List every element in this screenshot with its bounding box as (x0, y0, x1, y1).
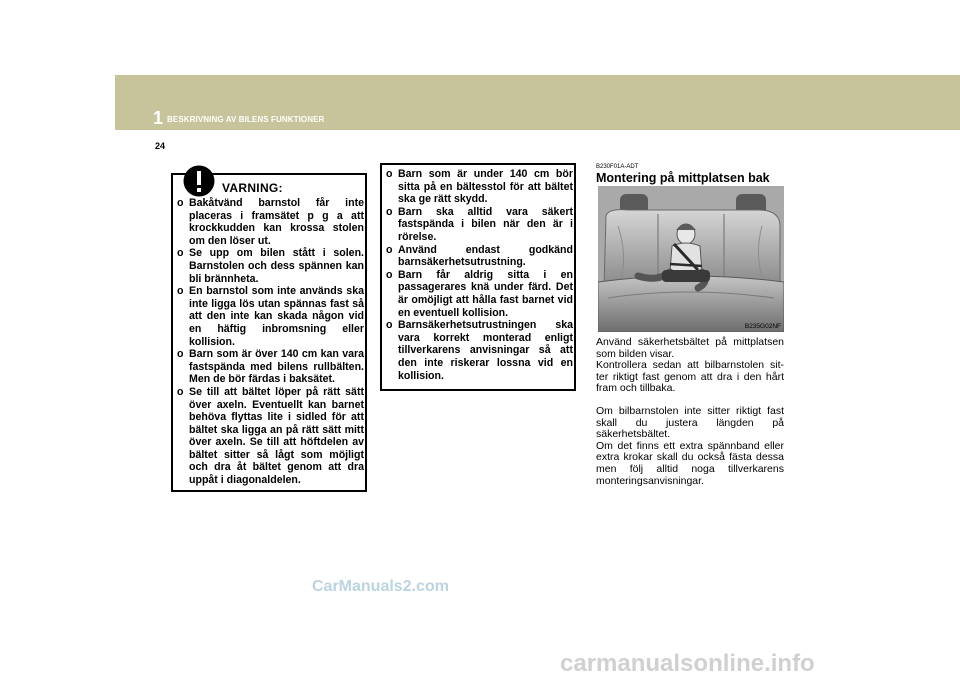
note-item-text: Använd endast godkänd barnsäkerhetsutrustning. (398, 243, 573, 269)
paragraph: Kontrollera sedan att bilbarnstolen sit-ter riktigt fast genom att dra i den hårt fram och tillbaka. (596, 359, 784, 395)
watermark-right: carmanualsonline.info (560, 650, 815, 677)
bullet-marker: o (386, 205, 393, 218)
bullet-marker: o (386, 168, 393, 180)
warning-item-text: Barn som är över 140 cm kan vara fastspända med bilens rullbälten. Men de bör färdas i baksätet. (189, 348, 364, 386)
notes-list (386, 168, 573, 382)
rear-seat-illustration (598, 186, 784, 332)
watermark-left: CarManuals2.com (312, 578, 449, 595)
warning-item-text: Se upp om bilen stått i solen. Barnstolen och dess spännen kan bli brännheta. (189, 247, 364, 285)
note-item-text: Barn får aldrig sitta i en passagerares knä under färd. Det är omöjligt att hålla fast barnet vid en eventuell kollision. (398, 268, 573, 319)
bullet-marker: o (386, 243, 393, 256)
figure-label: B235G02NF (744, 323, 781, 330)
paragraph: Om det finns ett extra spännband eller extra krokar skall du också fästa dessa men följ alltid noga tillverkarens monteringsanvisningar. (596, 439, 784, 487)
warning-item-text: Bakåtvänd barnstol får inte placeras i framsätet p g a att krockkudden kan krossa stolen om den löser ut. (189, 197, 364, 247)
section-code: B230F01A-ADT (596, 164, 639, 170)
warning-item-text: En barnstol som inte används ska inte ligga lös utan spännas fast så att den inte kan skada någon vid en häftig inbromsning eller kollision. (189, 285, 364, 348)
warning-item (177, 197, 364, 247)
bullet-marker: o (386, 268, 393, 281)
note-item-text: Barn ska alltid vara säkert fastspända i bilen när den är i rörelse. (398, 205, 573, 243)
note-item-text: Barnsäkerhetsutrustningen ska vara korrekt monterad enligt tillverkarens anvisningar så att den inte riskerar lossna vid en kollision. (398, 319, 573, 382)
bullet-marker: o (177, 385, 184, 398)
bullet-marker: o (177, 285, 184, 298)
warning-item-text: Se till att bältet löper på rätt sätt över axeln. Eventuellt kan barnet behöva flyttas lite i sidled för att bältet ska ligga an på rätt sätt mitt över axeln. Se till att höftdelen av bältet sitter så lågt som möjligt och dra åt bältet genom att dra uppåt i diagonaldelen. (189, 385, 364, 487)
chapter-title: BESKRIVNING AV BILENS FUNKTIONER (167, 115, 325, 124)
bullet-marker: o (177, 247, 184, 260)
warning-title: VARNING: (222, 181, 283, 195)
paragraph: Om bilbarnstolen inte sitter riktigt fast skall du justera längden på säkerhetsbältet. (596, 404, 784, 441)
chapter-number: 1 (153, 108, 164, 128)
warning-item (177, 285, 364, 348)
bullet-marker: o (386, 319, 393, 332)
bullet-marker: o (177, 197, 184, 209)
note-item (386, 319, 573, 382)
section-heading: Montering på mittplatsen bak (596, 171, 770, 185)
note-item (386, 244, 573, 269)
bullet-marker: o (177, 348, 184, 361)
page-number: 24 (155, 141, 166, 151)
exclamation-icon (183, 165, 215, 197)
note-item (386, 206, 573, 244)
warning-item (177, 348, 364, 386)
note-item (386, 168, 573, 206)
warning-item (177, 247, 364, 285)
warning-item (177, 386, 364, 487)
paragraph: Använd säkerhetsbältet på mittplatsen som bilden visar. (596, 336, 784, 360)
note-item-text: Barn som är under 140 cm bör sitta på en bältesstol för att bältet ska ge rätt skydd. (398, 168, 573, 206)
warning-list (177, 197, 364, 487)
section-body (596, 337, 784, 487)
rear-seat-child-figure (598, 186, 784, 332)
note-item (386, 269, 573, 319)
